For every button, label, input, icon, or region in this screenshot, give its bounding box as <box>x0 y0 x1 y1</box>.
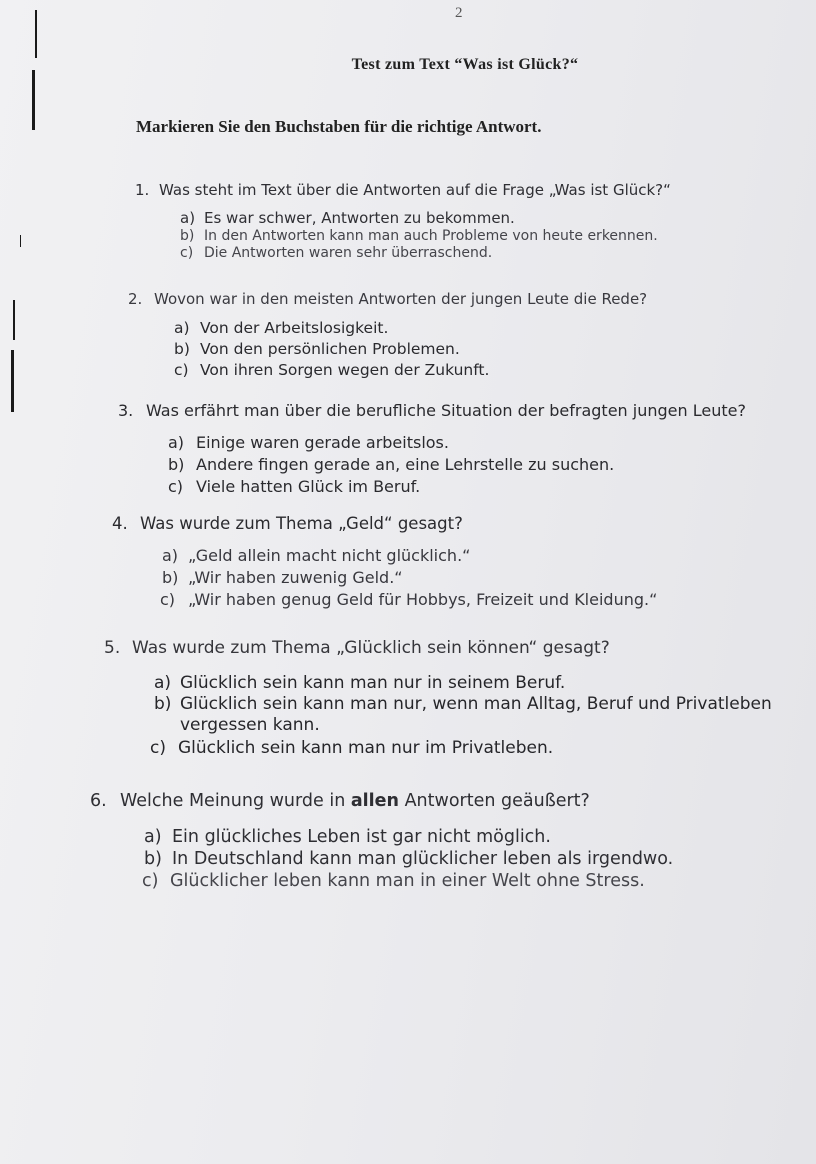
option-text: „Wir haben genug Geld für Hobbys, Freizeit und Kleidung.“ <box>188 590 658 609</box>
question-1 <box>135 181 671 261</box>
option-letter: a) <box>162 546 179 565</box>
option-4c[interactable] <box>160 590 657 609</box>
question-3-heading <box>118 401 746 420</box>
option-3c[interactable] <box>168 477 796 496</box>
question-number: 6. <box>90 791 107 811</box>
option-2a[interactable] <box>174 319 693 337</box>
option-3b[interactable] <box>168 455 796 474</box>
question-6 <box>90 791 674 891</box>
option-text: In Deutschland kann man glücklicher leben als irgendwo. <box>172 849 674 869</box>
option-text: Glücklich sein kann man nur, wenn man Alltag, Beruf und Privatleben <box>180 694 772 714</box>
option-5b[interactable] <box>154 694 772 714</box>
question-5-heading <box>104 638 722 658</box>
option-letter: b) <box>174 340 190 358</box>
question-2 <box>128 290 647 379</box>
page-number: 2 <box>455 5 463 21</box>
question-number: 5. <box>104 638 121 658</box>
option-1a[interactable] <box>180 209 716 227</box>
question-text: Was wurde zum Thema „Glücklich sein können“ gesagt? <box>132 638 610 658</box>
option-text: Glücklicher leben kann man in einer Welt ohne Stress. <box>170 871 645 891</box>
question-1-heading <box>135 181 671 199</box>
instruction-text: Markieren Sie den Buchstaben für die richtige Antwort. <box>136 117 542 136</box>
question-text: Wovon war in den meisten Antworten der jungen Leute die Rede? <box>154 290 648 308</box>
option-text: Einige waren gerade arbeitslos. <box>196 433 449 452</box>
option-letter: b) <box>162 568 179 587</box>
question-text: Was wurde zum Thema „Geld“ gesagt? <box>140 514 463 533</box>
option-letter: a) <box>174 319 190 337</box>
option-text: Viele hatten Glück im Beruf. <box>196 477 421 496</box>
option-letter: c) <box>142 871 159 891</box>
option-5c[interactable] <box>150 738 768 758</box>
option-letter: a) <box>154 673 172 693</box>
option-text: „Geld allein macht nicht glücklich.“ <box>188 546 471 565</box>
option-6c[interactable] <box>142 871 671 891</box>
page-title: Test zum Text “Was ist Glück?“ <box>351 56 579 73</box>
question-text-end: Antworten geäußert? <box>399 791 590 811</box>
option-letter: c) <box>150 738 166 758</box>
option-text: Andere fingen gerade an, eine Lehrstelle zu suchen. <box>196 455 615 474</box>
scan-edge-mark <box>11 350 14 412</box>
option-letter: c) <box>180 245 194 261</box>
question-number: 3. <box>118 401 134 420</box>
option-text: Die Antworten waren sehr überraschend. <box>204 245 493 261</box>
question-4 <box>112 514 658 609</box>
question-text: Was erfährt man über die berufliche Situation der befragten jungen Leute? <box>146 401 746 420</box>
question-3 <box>118 401 746 496</box>
option-text: Von der Arbeitslosigkeit. <box>200 319 389 337</box>
question-number: 4. <box>112 514 128 533</box>
option-letter: a) <box>168 433 185 452</box>
question-text: Was steht im Text über die Antworten auf die Frage „Was ist Glück?“ <box>159 181 671 199</box>
option-letter: a) <box>144 827 162 847</box>
option-text: In den Antworten kann man auch Probleme von heute erkennen. <box>204 228 658 244</box>
option-letter: c) <box>160 590 176 609</box>
option-5b-continuation: vergessen kann. <box>180 715 320 735</box>
option-letter: b) <box>180 228 195 244</box>
scan-edge-mark <box>13 300 15 340</box>
question-4-heading <box>112 514 609 533</box>
option-text: Es war schwer, Antworten zu bekommen. <box>204 209 515 227</box>
option-letter: a) <box>180 209 196 227</box>
option-letter: b) <box>154 694 172 714</box>
question-number: 2. <box>128 290 143 308</box>
option-text: Ein glückliches Leben ist gar nicht möglich. <box>172 827 551 847</box>
option-letter: c) <box>168 477 184 496</box>
option-6b[interactable] <box>144 849 673 869</box>
option-letter: b) <box>144 849 162 869</box>
option-text: Glücklich sein kann man nur in seinem Beruf. <box>180 673 566 693</box>
option-1b[interactable] <box>180 228 716 244</box>
option-3a[interactable] <box>168 433 796 452</box>
option-4b[interactable] <box>162 568 659 587</box>
option-4a[interactable] <box>162 546 659 565</box>
scan-edge-mark <box>35 10 37 58</box>
option-2b[interactable] <box>174 340 693 358</box>
question-number: 1. <box>135 181 150 199</box>
option-text: Glücklich sein kann man nur im Privatleben. <box>178 738 554 758</box>
option-text: Von ihren Sorgen wegen der Zukunft. <box>200 361 490 379</box>
option-letter: c) <box>174 361 189 379</box>
option-2c[interactable] <box>174 361 693 379</box>
option-6a[interactable] <box>144 827 673 847</box>
question-text-emphasis: allen <box>350 791 400 811</box>
question-5 <box>104 638 772 758</box>
scan-edge-mark <box>32 70 35 130</box>
option-letter: b) <box>168 455 185 474</box>
question-6-heading <box>90 791 619 811</box>
option-text: Von den persönlichen Problemen. <box>200 340 460 358</box>
option-5a[interactable] <box>154 673 772 693</box>
question-2-heading <box>128 290 647 308</box>
scan-edge-mark <box>20 235 21 247</box>
question-text-start: Welche Meinung wurde in <box>120 791 351 811</box>
option-1c[interactable] <box>180 245 716 261</box>
option-text: „Wir haben zuwenig Geld.“ <box>188 568 403 587</box>
